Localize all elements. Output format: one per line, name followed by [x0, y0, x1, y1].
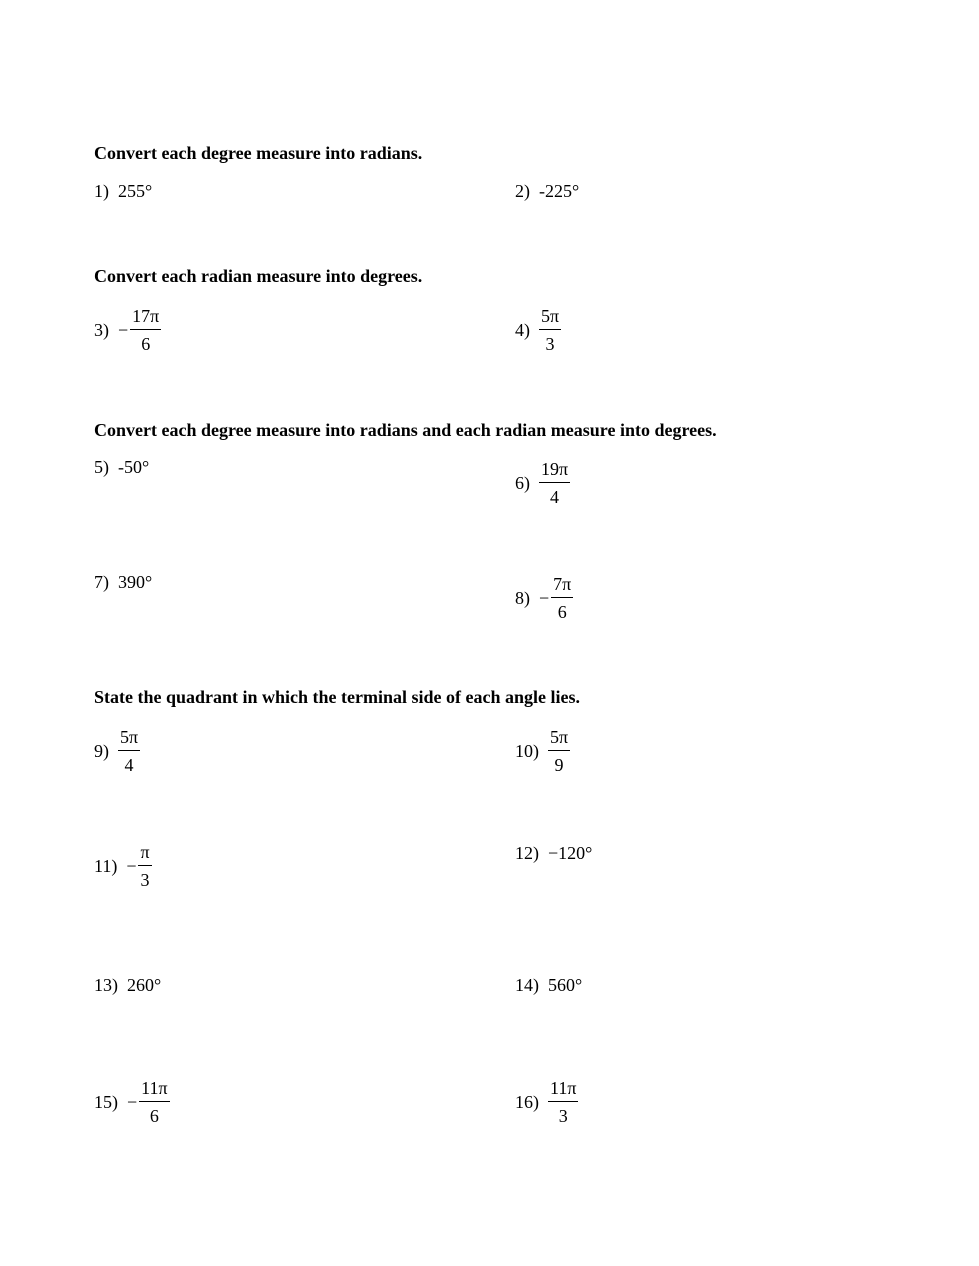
- minus-sign: −: [539, 587, 550, 608]
- problem-number: 4): [515, 319, 530, 340]
- fraction: [130, 306, 161, 354]
- problem-14: [515, 975, 582, 996]
- problem-3: [94, 305, 161, 355]
- section-heading-1: Convert each degree measure into radians.: [94, 143, 423, 163]
- fraction: [548, 1078, 578, 1126]
- problem-number: 3): [94, 319, 109, 340]
- problem-15: [94, 1077, 170, 1127]
- fraction-numerator: π: [138, 842, 151, 866]
- problem-2: [515, 181, 579, 202]
- problem-angle: -225°: [539, 181, 580, 201]
- fraction: [118, 727, 140, 775]
- problem-number: 14): [515, 975, 539, 995]
- section-heading-4: State the quadrant in which the terminal side of each angle lies.: [94, 687, 580, 707]
- problem-number: 16): [515, 1091, 539, 1112]
- fraction-denominator: 4: [550, 487, 560, 507]
- fraction-numerator: 5π: [539, 306, 561, 330]
- fraction-numerator: 7π: [551, 574, 573, 598]
- problem-6: [515, 458, 570, 508]
- fraction: [551, 574, 573, 622]
- problem-number: 11): [94, 855, 118, 876]
- problem-11: [94, 841, 152, 891]
- minus-sign: −: [126, 855, 137, 876]
- minus-sign: −: [118, 319, 129, 340]
- problem-angle: -50°: [118, 457, 150, 477]
- fraction: [539, 306, 561, 354]
- problem-number: 6): [515, 472, 530, 493]
- fraction-denominator: 3: [140, 870, 150, 890]
- fraction-denominator: 6: [557, 602, 567, 622]
- problem-number: 8): [515, 587, 530, 608]
- fraction: [539, 459, 570, 507]
- fraction-denominator: 6: [149, 1106, 159, 1126]
- problem-number: 7): [94, 572, 109, 592]
- problem-9: [94, 726, 140, 776]
- section-heading-3: Convert each degree measure into radians and each radian measure into degrees.: [94, 420, 717, 440]
- problem-angle: 390°: [118, 572, 153, 592]
- problem-1: [94, 181, 152, 202]
- minus-sign: −: [127, 1091, 138, 1112]
- fraction-numerator: 5π: [548, 727, 570, 751]
- fraction-denominator: 3: [545, 334, 555, 354]
- problem-number: 2): [515, 181, 530, 201]
- problem-number: 13): [94, 975, 118, 995]
- problem-number: 1): [94, 181, 109, 201]
- problem-angle: 255°: [118, 181, 153, 201]
- problem-7: [94, 572, 152, 593]
- problem-number: 10): [515, 740, 539, 761]
- fraction: [139, 1078, 169, 1126]
- problem-4: [515, 305, 561, 355]
- problem-number: 5): [94, 457, 109, 477]
- problem-number: 9): [94, 740, 109, 761]
- fraction-denominator: 4: [124, 755, 134, 775]
- fraction-numerator: 11π: [548, 1078, 578, 1102]
- fraction-numerator: 17π: [130, 306, 161, 330]
- fraction-denominator: 3: [558, 1106, 568, 1126]
- fraction: [548, 727, 570, 775]
- problem-8: [515, 573, 573, 623]
- problem-5: [94, 457, 149, 478]
- problem-number: 12): [515, 843, 539, 863]
- fraction-denominator: 6: [141, 334, 151, 354]
- problem-angle: −120°: [548, 843, 593, 863]
- problem-angle: 560°: [548, 975, 583, 995]
- problem-16: [515, 1077, 578, 1127]
- problem-12: [515, 843, 592, 864]
- problem-13: [94, 975, 161, 996]
- problem-number: 15): [94, 1091, 118, 1112]
- fraction: [138, 842, 151, 890]
- fraction-numerator: 5π: [118, 727, 140, 751]
- section-heading-2: Convert each radian measure into degrees.: [94, 266, 423, 286]
- fraction-denominator: 9: [554, 755, 564, 775]
- fraction-numerator: 11π: [139, 1078, 169, 1102]
- problem-10: [515, 726, 570, 776]
- fraction-numerator: 19π: [539, 459, 570, 483]
- problem-angle: 260°: [127, 975, 162, 995]
